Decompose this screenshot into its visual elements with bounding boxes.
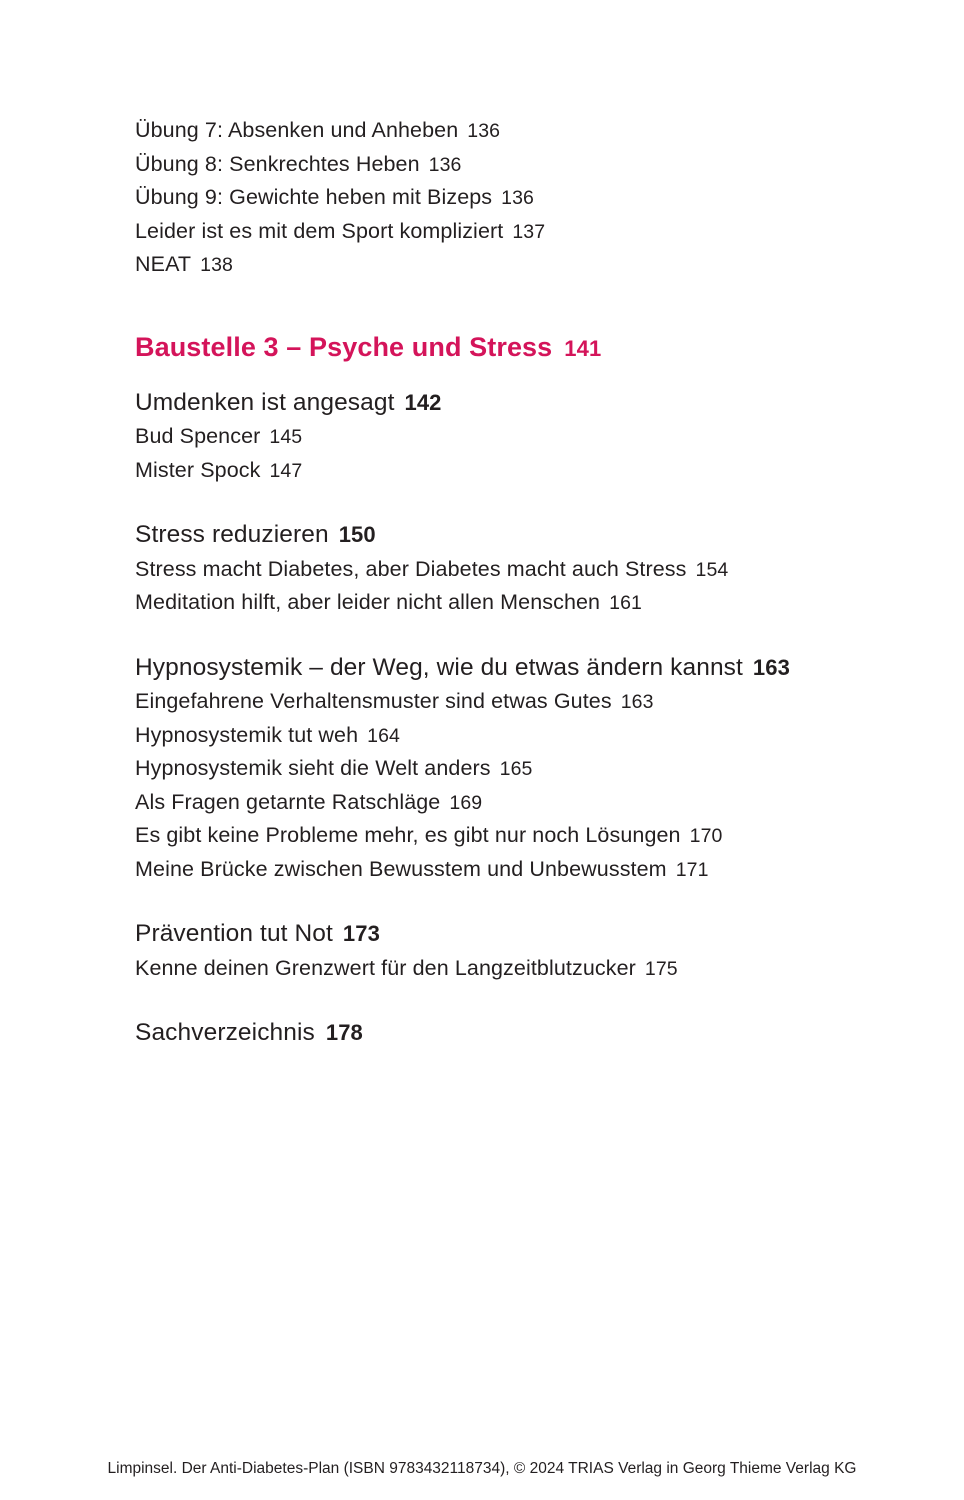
- toc-entry[interactable]: [135, 426, 844, 448]
- toc-entry-title: Leider ist es mit dem Sport kompliziert: [135, 218, 504, 243]
- spacer: [135, 892, 844, 922]
- toc-entry-title: Meditation hilft, aber leider nicht allen Menschen: [135, 590, 601, 614]
- toc-entry[interactable]: [135, 856, 844, 881]
- toc-entry-page: 141: [564, 335, 602, 361]
- toc-entry[interactable]: [135, 523, 844, 548]
- toc-entry-title: Übung 9: Gewichte heben mit Bizeps: [135, 185, 493, 209]
- toc-entry-page: 169: [449, 791, 483, 814]
- toc-entry-title: Prävention tut Not: [135, 920, 333, 947]
- toc-entry-page: 171: [675, 858, 709, 881]
- toc-entry[interactable]: [135, 955, 844, 980]
- toc-entry[interactable]: [135, 691, 844, 713]
- toc-entry[interactable]: [135, 388, 844, 416]
- toc-entry-title: Stress reduzieren: [135, 521, 329, 548]
- toc-entry[interactable]: [135, 218, 844, 243]
- toc-entry-page: 136: [501, 187, 534, 209]
- toc-entry-page: 142: [404, 389, 442, 415]
- toc-entry[interactable]: [135, 722, 844, 747]
- toc-entry-page: 161: [609, 592, 642, 614]
- toc-entry-page: 164: [367, 724, 401, 747]
- toc-entry-title: Es gibt keine Probleme mehr, es gibt nur noch Lösungen: [135, 823, 681, 847]
- toc-entry[interactable]: [135, 187, 844, 209]
- spacer: [135, 288, 844, 334]
- toc-entry-title: Umdenken ist angesagt: [135, 388, 395, 416]
- toc-entry[interactable]: [135, 825, 844, 847]
- toc-entry-page: 147: [269, 459, 303, 482]
- toc-entry-page: 163: [752, 654, 790, 680]
- toc-entry-title: Mister Spock: [135, 457, 261, 482]
- toc-entry[interactable]: [135, 120, 844, 142]
- page-footer: Limpinsel. Der Anti-Diabetes-Plan (ISBN 9783432118734), © 2024 TRIAS Verlag in Georg Thieme Verlag KG: [107, 1460, 857, 1477]
- toc-entry[interactable]: [135, 653, 844, 681]
- spacer: [135, 991, 844, 1021]
- table-of-contents: [135, 120, 844, 1046]
- spacer: [135, 626, 844, 656]
- toc-entry-page: 175: [644, 957, 678, 980]
- toc-entry-title: Hypnosystemik sieht die Welt anders: [135, 756, 491, 780]
- toc-entry-page: 136: [428, 153, 462, 176]
- toc-entry[interactable]: [135, 922, 844, 947]
- toc-entry-title: Eingefahrene Verhaltensmuster sind etwas Gutes: [135, 689, 612, 713]
- toc-entry-title: Übung 7: Absenken und Anheben: [135, 118, 459, 142]
- spacer: [135, 493, 844, 523]
- toc-entry-title: Bud Spencer: [135, 424, 261, 448]
- toc-entry-page: 145: [269, 426, 303, 448]
- toc-entry-page: 163: [620, 691, 654, 713]
- toc-entry-page: 154: [695, 558, 729, 581]
- toc-entry-title: Hypnosystemik tut weh: [135, 722, 359, 747]
- toc-entry-title: Meine Brücke zwischen Bewusstem und Unbewusstem: [135, 856, 667, 881]
- toc-entry-page: 178: [325, 1020, 363, 1045]
- toc-entry-page: 137: [512, 220, 546, 243]
- toc-entry-page: 170: [689, 825, 723, 847]
- toc-entry-title: Hypnosystemik – der Weg, wie du etwas ändern kannst: [135, 653, 743, 681]
- toc-entry-page: 136: [467, 120, 501, 142]
- toc-entry[interactable]: [135, 789, 844, 814]
- toc-entry-page: 173: [342, 921, 380, 946]
- toc-entry-title: Sachverzeichnis: [135, 1019, 315, 1046]
- toc-entry-page: 138: [200, 254, 233, 276]
- toc-entry-title: Stress macht Diabetes, aber Diabetes macht auch Stress: [135, 556, 687, 581]
- toc-entry-title: Als Fragen getarnte Ratschläge: [135, 789, 441, 814]
- toc-entry-page: 150: [338, 522, 376, 547]
- toc-entry-title: Kenne deinen Grenzwert für den Langzeitblutzucker: [135, 955, 636, 980]
- toc-entry[interactable]: [135, 592, 844, 614]
- toc-entry-title: NEAT: [135, 252, 192, 276]
- spacer: [135, 361, 844, 391]
- toc-entry-title: Übung 8: Senkrechtes Heben: [135, 151, 420, 176]
- toc-entry-index[interactable]: [135, 1021, 844, 1046]
- toc-entry[interactable]: [135, 556, 844, 581]
- toc-entry[interactable]: [135, 457, 844, 482]
- toc-part-heading[interactable]: [135, 331, 844, 362]
- toc-entry[interactable]: [135, 254, 844, 276]
- toc-entry-title: Baustelle 3 – Psyche und Stress: [135, 331, 553, 362]
- toc-entry-page: 165: [499, 758, 533, 780]
- toc-entry[interactable]: [135, 758, 844, 780]
- toc-entry[interactable]: [135, 151, 844, 176]
